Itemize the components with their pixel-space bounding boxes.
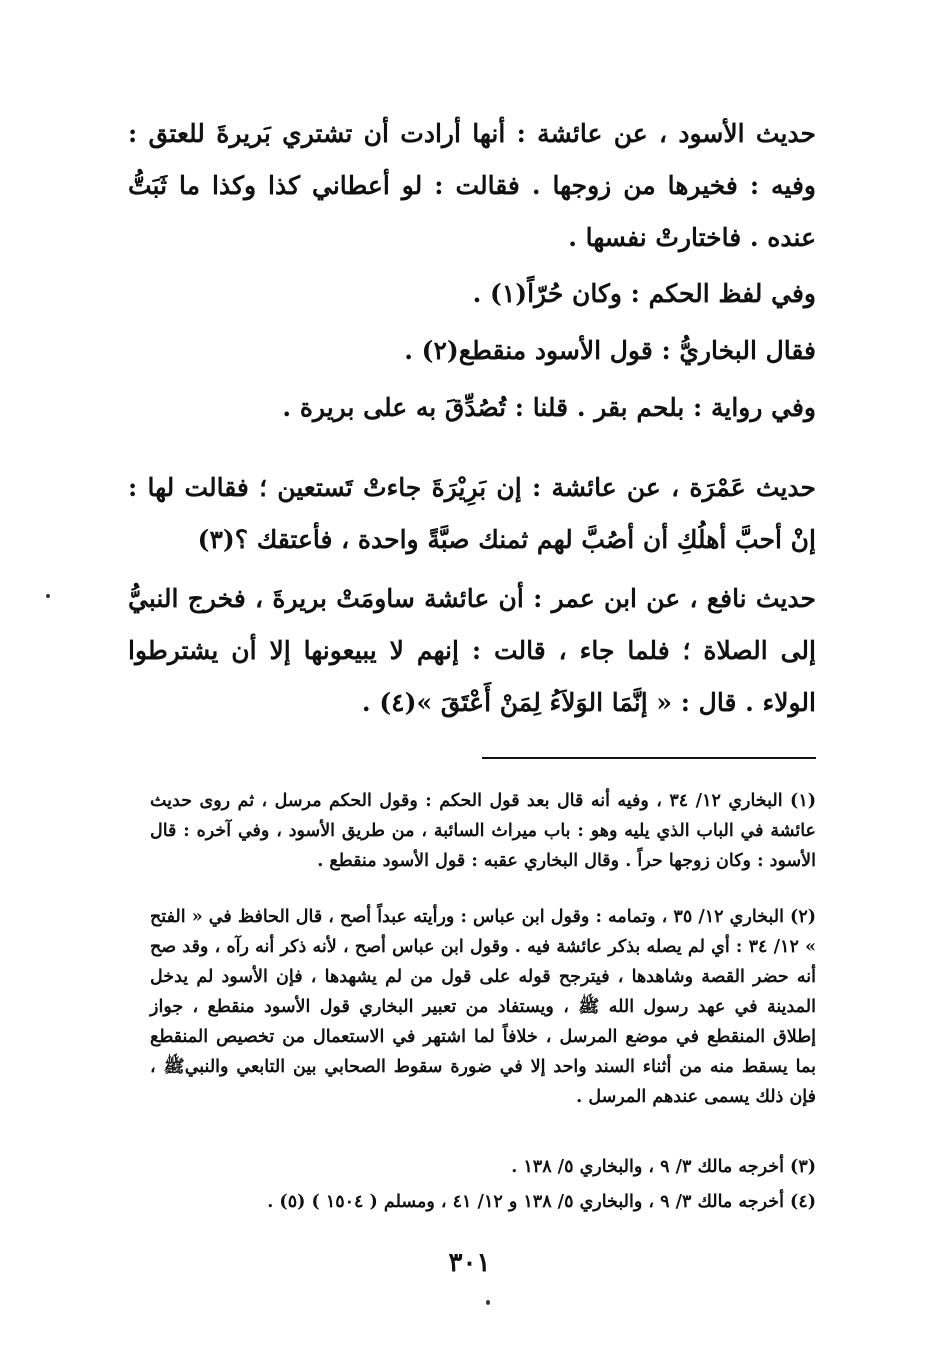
scan-speck: [486, 1300, 490, 1305]
paragraph-aswad-hadith: حديث الأسود ، عن عائشة : أنها أرادت أن تشتري بَريرةَ للعتق : وفيه : فخيرها من زوجها . فقالت : لو أعطاني كذا وكذا ما ثَبَتُّ عنده . فاختارتْ نفسها .: [128, 119, 816, 252]
paragraph-bukhari-comment: فقال البخاريُّ : قول الأسود منقطع(٢) .: [404, 336, 816, 365]
footnote-1: (١) البخاري ١٢/ ٣٤ ، وفيه أنه قال بعد قول الحكم : وقول الحكم مرسل ، ثم روى حديث عائشة في الباب الذي يليه وهو : باب ميراث السائبة ، من طريق الأسود ، وفي آخره : قال الأسود : وكان زوجها حراً . وقال البخاري عقبه : قول الأسود منقطع .: [150, 791, 816, 871]
paragraph-amra-hadith: حديث عَمْرَة ، عن عائشة : إن بَرِيْرَةَ جاءتْ تَستعين ؛ فقالت لها : إنْ أحبَّ أهلُكِ أن أصُبَّ لهم ثمنك صبَّةً واحدة ، فأعتقك ؟(٣): [128, 473, 816, 554]
footnote-4: (٤) أخرجه مالك ٣/ ٩ ، والبخاري ٥/ ١٣٨ و ١٢/ ٤١ ، ومسلم ( ١٥٠٤ ) (٥) .: [267, 1192, 816, 1212]
footnote-3: (٣) أخرجه مالك ٣/ ٩ ، والبخاري ٥/ ١٣٨ .: [511, 1157, 816, 1177]
footnote-separator: [482, 757, 816, 759]
paragraph-nafi-hadith: حديث نافع ، عن ابن عمر : أن عائشة ساومَتْ بريرةَ ، فخرج النبيُّ إلى الصلاة ؛ فلما جاء ، قالت : إنهم لا يبيعونها إلا أن يشترطوا الولاء . قال : « إنَّمَا الوَلاَءُ لِمَنْ أَعْتَقَ »(٤) .: [128, 584, 816, 717]
scan-speck: [46, 594, 50, 598]
footnote-2: (٢) البخاري ١٢/ ٣٥ ، وتمامه : وقول ابن عباس : ورأيته عبداً أصح ، قال الحافظ في « الفتح » ١٢/ ٣٤ : أي لم يصله بذكر عائشة فيه . وقول ابن عباس أصح ، لأنه ذكر أنه رآه ، وقد صح أنه حضر القصة وشاهدها ، فيترجح قوله على قول من لم يشهدها ، فإن الأسود لم يدخل المدينة في عهد رسول الله ﷺ ، ويستفاد من تعبير البخاري قول الأسود منقطع ، جواز إطلاق المنقطع في موضع المرسل ، خلافاً لما اشتهر في الاستعمال من تخصيص المنقطع بما يسقط منه من أثناء السند واحد إلا في ضورة سقوط الصحابي بين التابعي والنبيﷺ ، فإن ذلك يسمى عندهم المرسل .: [150, 907, 817, 1107]
paragraph-hakam-wording: وفي لفظ الحكم : وكان حُرّاً(١) .: [472, 279, 816, 308]
paragraph-narration-meat: وفي رواية : بلحم بقر . قلنا : تُصُدِّقَ به على بريرة .: [282, 393, 816, 422]
page-number: ٣٠١: [448, 1248, 491, 1278]
